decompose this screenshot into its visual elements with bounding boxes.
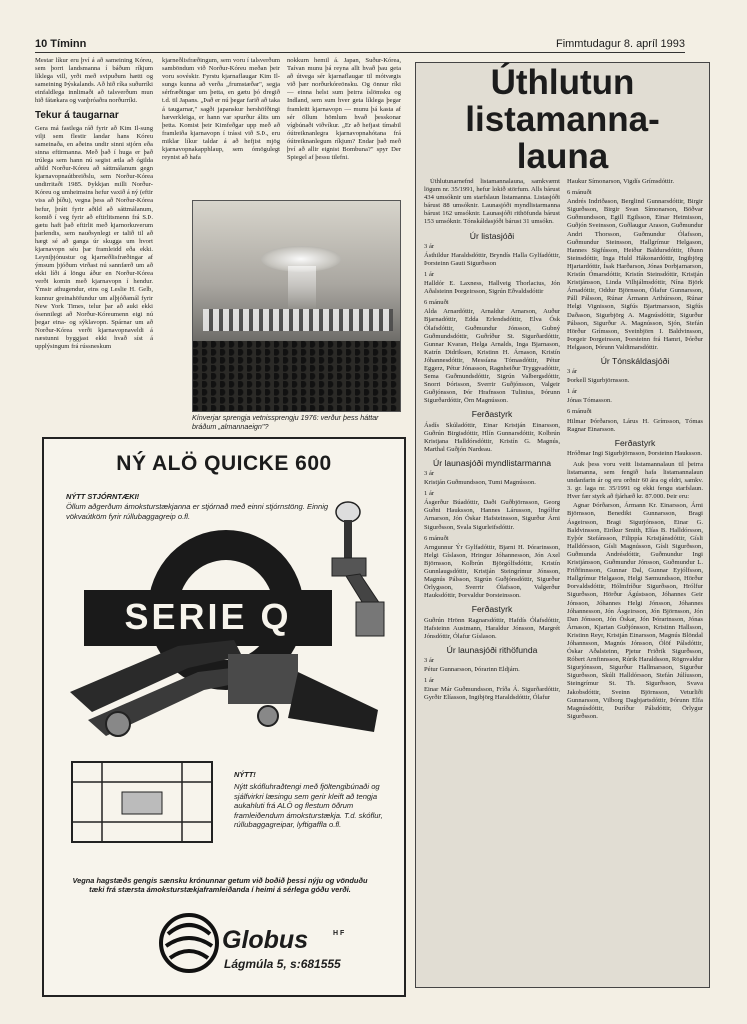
recipient-list: Jónas Tómasson. bbox=[567, 397, 612, 405]
recipient-list: Ásgerður Búadóttir, Daði Guðbjörnsson, Georg Guðni Hauksson, Hannes Lárusson, Ingólfur Arnarson, Jón Óskar Hafsteinsson, Sigurður Árni Sigurðsson, Svala Sigurleifsdóttir. bbox=[424, 499, 560, 531]
article-column-2 bbox=[162, 57, 280, 193]
quick-coupler-icon bbox=[62, 752, 222, 852]
joystick-icon bbox=[326, 498, 388, 648]
period-label: 3 ár bbox=[567, 368, 578, 376]
recipient-list: Þorkell Sigurbjörnsson. bbox=[567, 377, 630, 385]
crowd bbox=[193, 341, 401, 412]
grants-intro: Úthlutunarnefnd listamannalauna, samkvæmt lögum nr. 35/1991, hefur lokið störfum. Alls bárust 434 umsóknir um starfslaun listamanna. Listasjóði bárust 88 umsóknir. Launasjóði myndlistarmanna bárust 162 umsóknir. Launasjóði rithöfunda bárust 153 umsóknir. Tónskáldasjóði bárust 31 umsókn. bbox=[424, 178, 560, 226]
recipient-list: Ásthildur Haraldsdóttir, Bryndís Halla Gylfadóttir, Þorsteinn Gauti Sigurðsson bbox=[424, 251, 560, 267]
recipient-list: Kristján Guðmundsson, Tumi Magnússon. bbox=[424, 479, 536, 487]
ad-kicker-new-control: NÝTT STJÓRNTÆKI! bbox=[66, 492, 140, 501]
brand-name: Globus bbox=[222, 926, 309, 954]
recipient-list: Guðrún Hrönn Ragnarsdóttir, Hafdís Ólafsdóttir, Hafsteinn Austmann, Haraldur Jónsson, Margrét Jónsdóttir, Ólafur Gíslason. bbox=[424, 616, 560, 640]
period-label: 1 ár bbox=[567, 388, 578, 396]
brand-suffix: H F bbox=[333, 930, 345, 937]
header-rule bbox=[35, 52, 685, 53]
recipient-list: Alda Arnardóttir, Arnaldur Arnarson, Auður Bjarnadóttir, Edda Erlendsdóttir, Elva Ósk Ólafsdóttir, Guðmundur Jónsson, Gubný Guðmundsdóttir, Guðríður St. Sigurðardóttir, Gunnar Kvaran, Helga Arnalds, Inga Bjarnason, Katrín Didriksen, Kristinn H. Árnason, Kristín Jóhannesdóttir, Messíana Tómasdóttir, Pétur Eggerz, Pétur Jónasson, Ragnheiður Tryggvadóttir, Sema Guðmundsdóttir, Sigrún Valbergsdóttir, Snorri Þórisson, Sverrir Guðjónsson, Valgeir Guðjónsson, Þór Hrafnsson Tulinius, Þórunn Sigurðardóttir, Örn Magnússon. bbox=[424, 308, 560, 405]
article-paragraph: Mestar líkur eru því á að sameining Kóreu, sem þorri landsmanna í báðum ríkjum líklega vill, yrði með svipuðum hætti og sameining Þýskalands. Að hið ríka suðurríki einfaldlega innlimaði að talsverðum mun hið fátækara og vanþróaðra norðurríki. bbox=[35, 57, 153, 105]
article-column-1 bbox=[35, 57, 153, 485]
recipient-list: Hróðmar Ingi Sigurbjörnsson, Þorsteinn Hauksson. bbox=[567, 449, 703, 457]
period-label: 6 mánuði bbox=[424, 299, 449, 307]
grants-title bbox=[415, 64, 710, 175]
closing-paragraph: Auk þess voru veitt listamannalaun til þeirra listamanna, sem fengið hafa listamannalaun undanfarin ár og eru orðnir 60 ára og eldri, samkv. 3. gr. laga nr. 35/1991 og ekki fengu starfslaun. Hver fær styrk að fjárhæð kr. 87.000. Þeir eru: bbox=[567, 460, 703, 501]
ad-text-coupler: Nýtt skófluhraðtengi með fjöltengibúnaði og sjálfvirkri læsingu sem gerir kleift að tengja aukahluti frá ALÖ og flestum öðrum framleiðendum ámoksturstækja. T.d. skóflur, rúllubaggagreipar, lyftigaffla o.fl. bbox=[234, 782, 383, 830]
recipient-list: Pétur Gunnarsson, Þórarinn Eldjárn. bbox=[424, 665, 520, 673]
front-loader-icon bbox=[58, 632, 388, 747]
section-heading: Úr Tónskáldasjóði bbox=[600, 355, 670, 366]
article-subhead: Tekur á taugarnar bbox=[35, 109, 119, 121]
ad-bottom-note: Vegna hagstæðs gengis sænsku krónunnar getum við boðið þessi nýju og vönduðu tæki frá stærsta ámoksturstækjaframleiðanda í heimi á sérlega góðu verði. bbox=[72, 876, 368, 895]
period-label: 1 ár bbox=[424, 677, 435, 685]
section-heading: Úr launasjóði myndlistarmanna bbox=[433, 457, 551, 468]
ad-title: NÝ ALÖ QUICKE 600 bbox=[116, 452, 332, 475]
recipient-list: Einar Már Guðmundsson, Fríða Á. Sigurðardóttir, Gyrðir Elíasson, Ingibjörg Haraldsdóttir, Ólafur bbox=[424, 686, 560, 702]
article-paragraph: kjarneðlisfræðingum, sem voru í talsverðum samböndum við Norður-Kóreu meðan þeir voru sovéskir. Fyrstu kjarnaflaugar Kim Il-sungs kunna að verða „frumstæðar", segja sérfræðingar um þetta, en gætu þó dregið t.d. til Japans. „Það er nú þegar farið að taka á taugarnar," sagði japanskur hershöfðingi hæverkleiga, er hann var spurður álits um þetta. Komist þeir Kimfeðgar upp með að framleiða kjarnavopn í trássi við S.Þ., eru miklar líkur taldar á að hefjist mjög kjarnavopnakapphlaup, sem ómögulegt reynist að hafa bbox=[162, 57, 280, 162]
article-column-3 bbox=[287, 57, 401, 193]
page-label: 10 Tíminn bbox=[35, 38, 87, 50]
title-line: Úthlutun bbox=[490, 63, 635, 102]
period-label: 3 ár bbox=[424, 470, 435, 477]
recipient-list: Haukur Símonarson, Vigdís Grímsdóttir. bbox=[567, 178, 674, 185]
section-heading: Úr listasjóði bbox=[469, 230, 515, 241]
article-paragraph: nokkurn hemil á. Japan, Suður-Kórea, Taívan munu þá reyna allt hvað þau geta að útvega sér kjarnaflaugar til mótvægis við þær norðurkóreönsku. Og önnur ríki — einna helst sum þeirra íslömsku og Indland, sem sum hver geta líklega þegar framleitt kjarnavopn — munu þá kasta af sér öllum hömlum hvað þesskonar vígbúnaði viðvíkur. „Er að hefjast tímabil óútreiknanlegra kjarnavopnahótana frá óútreiknanlegum ríkjum? Endar það með því að allir eignist Bombuna?" spyr Der Spiegel af þessu tilefni. bbox=[287, 57, 401, 162]
title-line: listamanna- bbox=[465, 100, 660, 139]
period-label: 3 ár bbox=[424, 242, 435, 250]
brand-address: Lágmúla 5, s:681555 bbox=[224, 957, 341, 971]
period-label: 1 ár bbox=[424, 270, 435, 278]
section-heading: Ferðastyrk bbox=[471, 604, 513, 615]
section-heading: Ferðastyrk bbox=[471, 409, 513, 420]
issue-date: Fimmtudagur 8. apríl 1993 bbox=[555, 38, 685, 50]
building-row bbox=[203, 309, 393, 331]
grants-column-2 bbox=[567, 178, 703, 982]
globus-logo-icon bbox=[158, 912, 220, 974]
serie-q-label: SERIE Q bbox=[124, 596, 292, 637]
period-label: 6 mánuði bbox=[424, 534, 449, 542]
ad-kicker-new: NÝTT! bbox=[234, 770, 256, 779]
period-label: 3 ár bbox=[424, 656, 435, 664]
period-label: 6 mánuði bbox=[567, 408, 592, 416]
section-heading: Úr launasjóði rithöfunda bbox=[446, 644, 538, 655]
cloud-stem bbox=[288, 266, 316, 311]
recipient-list: Arngunnur Ýr Gylfadóttir, Bjarni H. Þórarinsson, Helgi Gíslason, Hringur Jóhannesson, Jón Axel Björnsson, Kolbrún Björgólfsdóttir, Kristín Gunnlaugsdóttir, Kristján Steingrímur Jónsson, Magnús Pálsson, Sigrún Guðjónsdóttir, Sigurður Örlygsson, Sverrir Ólafsson, Valgerður Hauksdóttir, Þorvaldur Þorsteinsson. bbox=[424, 543, 560, 600]
period-label: 6 mánuði bbox=[567, 189, 592, 197]
period-label: 1 ár bbox=[424, 490, 435, 498]
grants-column-1 bbox=[424, 178, 560, 982]
ad-text-control: Öllum aðgerðum ámoksturstækjanna er stjórnað með einni stjórnstöng. Einnig vökvaútköm fyrir rúllubaggagreip o.fl. bbox=[66, 502, 329, 521]
recipient-list: Halldór E. Laxness, Hallveig Thorlacius, Jón Aðalsteinn Þorgeirsson, Sigrún Eðvaldsdóttir bbox=[424, 280, 560, 296]
recipient-list: Ásdís Skúladóttir, Einar Kristján Einarsson, Guðrún Birgisdóttir, Hlín Gunnarsdóttir, Kolbrún Kristjana Halldórsdóttir, Kristín G. Magnús, Marthal Guðjón Nardeau. bbox=[424, 421, 560, 453]
recipient-list: Hilmar Þórðarson, Lárus H. Grímsson, Tómas Ragnar Einarsson. bbox=[567, 417, 703, 433]
title-line: launa bbox=[516, 137, 609, 176]
section-heading: Ferðastyrk bbox=[614, 437, 656, 448]
recipient-list: Andrés Indriðason, Berglind Gunnarsdóttir, Birgir Sigurðsson, Birgir Svan Símonarson, Böðvar Guðmundsson, Egill Egilsson, Einar Heimisson, Guðjón Sveinsson, Guðlaugur Arason, Guðmundur Andri Thorsson, Guðmundur Ólafsson, Guðmundur Steinsson, Hallgrímur Helgason, Hannes Sigfússon, Heiður Baldursdóttir, Iðunn Steinsdóttir, Inga Huld Hákonardóttir, Ingibjörg Hjartardóttir, Ísak Harðarson, Jónas Þorbjarnarson, Kristín Ómarsdóttir, Kristín Steinsdóttir, Kristján Kristjánsson, Linda Vilhjálmsdóttir, Nína Björk Árnadóttir, Oddur Björnsson, Ólafur Gunnarsson, Páll Pálsson, Rúnar Ármann Arthúrsson, Rúnar Helgi Vignisson, Sigfús Bjartmarsson, Sigfús Daðason, Sigurbjörg A. Magnúsdóttir, Sigurður Pálsson, Sigurður A. Magnússon, Sjón, Stefán Hörður Grímsson, Sveinbjörn I. Baldvinsson, Þorgeir Þorgeirsson, Þorsteinn frá Hamri, Þórður Helgason, Þórunn Valdimarsdóttir. bbox=[567, 198, 703, 351]
recipient-list: Agnar Þórðarson, Ármann Kr. Einarsson, Árni Björnsson, Benedikt Gunnarsson, Bragi Ásgeirsson, Bragi Sigurjónsson, Einar G. Baldvinsson, Eiríkur Smith, Elías B. Halldórsson, Eyþór Stefánsson, Filippía Kristjánsdóttir, Gísli Halldórsson, Gísli Magnússon, Gísli Sigurðsson, Guðmunda Andrésdóttir, Guðmundur Ingi Kristjánsson, Guðmundur Jónsson, Guðmundur L. Friðfinnsson, Gunnar Dal, Gunnar Eyjólfsson, Hallgrímur Helgason, Helgi Sæmundsson, Hörður Þorvaldsdóttir, Hólmfríður Sigurðsson, Hrólfur Sigurðsson, Hörður Ágústsson, Jóhannes Geir Jónsson, Jóhannes Helgi Jónsson, Jóhannes Jóhannesson, Jón Ásgeirsson, Jón Björnsson, Jón Dan Jónsson, Jón Óskar, Jón Þórarinsson, Jónas Árnason, Kjartan Guðjónsson, Kristinn Hallsson, Kristinn Reyr, Kristján Einarsson, Magnús Blöndal Jóhannsson, Magnús Jónsson, Ólöf Pálsdóttir, Óskar Aðalsteinn, Pjetur Friðrik Sigurðsson, Róbert Arnfinnsson, Rúrik Haraldsson, Rögnvaldur Sigurjónsson, Sigurður Hallmarsson, Sigurður Sigurðsson, Skúli Halldórsson, Stefán Júlíusson, Steingrímur St. Th. Sigurðsson, Svava Jakobsdóttir, Sveinn Björnsson, Veturliði Gunnarsson, Vilborg Dagbjartsdóttir, Þórunn Elfa Magnúsdóttir, Þuríður Pálsdóttir, Örlygur Sigurðsson. bbox=[567, 502, 703, 720]
explosion-photo bbox=[192, 200, 401, 412]
article-paragraph: Gera má fastlega ráð fyrir að Kim Il-sung vilji sem flestir landar hans Kóreu sameinaða, en aðeins undir sinni stjórn eða sinna eftirmanna. Með það í huga er það trúlega sem hann nú segist ætla að ógilda aðild Norður-Kóreu að sáttmálanum gegn kjarnavopnaútbreiðslu, sem Norður-Kórea undirritaði 1985. Þykkjan milli Norður-Kóreu og umheimsins hefur vaxið á ný (eftir viss að þíðu), vegna þess að Norður-Kórea hefur, þrátt fyrir aðild að sáttmálanum, komið í veg fyrir að eftirlitsmenn frá S.Þ. gætu haft það eftirlit með kjarnorkuverum þarlendis, sem nauðsynlegt er talið til að hægt sé að ganga úr skugga um hvort kjarnavopn séu þar framleidd eða ekki. Leyniþjónustur og kjarneðlisfræðingar af ýmsum þjóðum virðast nú sannfærð um að ekki líði á löngu áður en Norður-Kórea verði komin með kjarnavopn í hendur. Ýmsir athugendur, eins og Leslie H. Gelb, kunnur greinahöfundur um alþjóðamál fyrir New York Times, telur þar að auki ekki ósennilegt að Norður-Kóreumenn eigi nú þegar eina- og sýklavopn. Spárnar um að Norður-Kórea verði kjarnavopnaveldi á næstunni byggjast ekki hvað síst á upplýsingum frá rússneskum bbox=[35, 124, 153, 351]
photo-caption: Kínverjar sprengja vetnissprengju 1976: verður þess háttar bráðum „almannaeign"? bbox=[192, 413, 379, 431]
